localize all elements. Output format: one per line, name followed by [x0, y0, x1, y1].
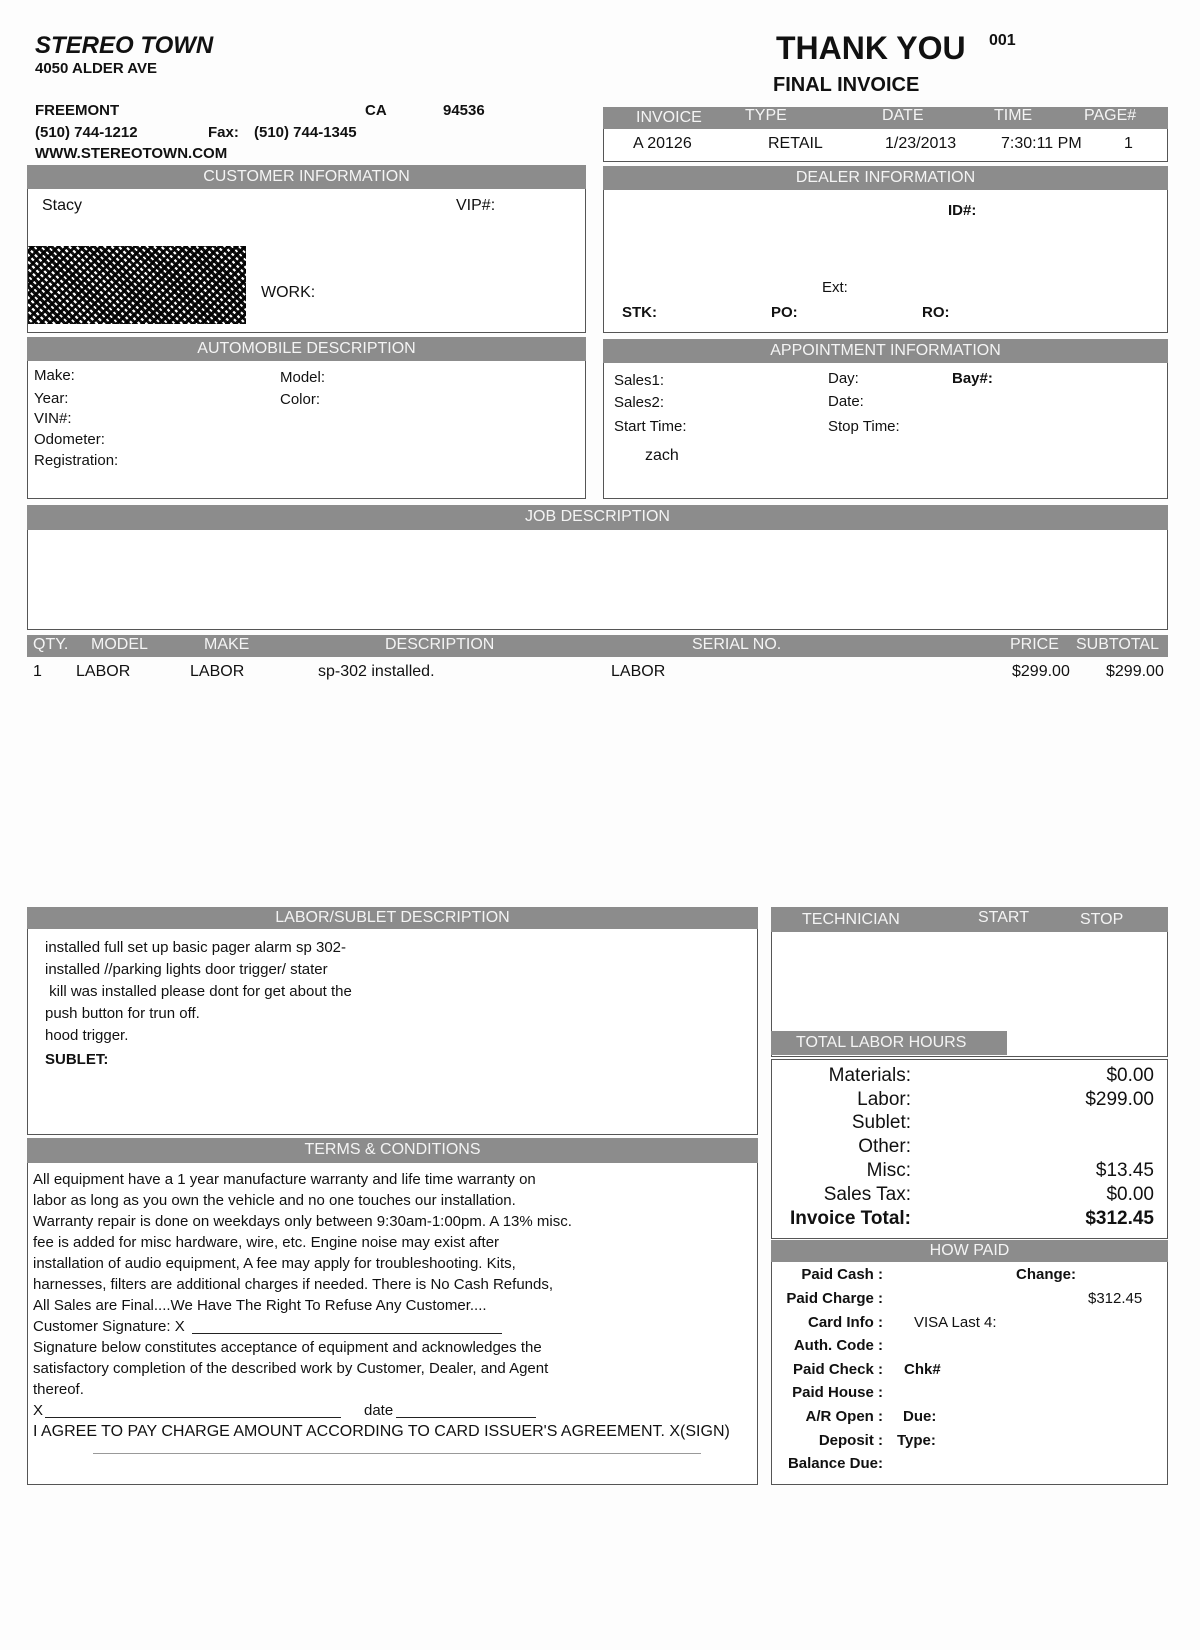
invoice-type: RETAIL: [768, 135, 823, 152]
acceptance-line: Signature below constitutes acceptance of equipment and acknowledges the: [33, 1339, 542, 1356]
dealer-id-label: ID#:: [948, 202, 977, 219]
auth-code-label: Auth. Code :: [793, 1337, 883, 1354]
invoice-total-label: Invoice Total:: [789, 1208, 911, 1229]
auto-odometer-label: Odometer:: [34, 431, 105, 448]
dealer-po-label: PO:: [771, 304, 798, 321]
appt-bay-label: Bay#:: [952, 370, 993, 387]
invoice-header-page: PAGE#: [1084, 107, 1137, 124]
technician-start-label: START: [978, 909, 1029, 926]
labor-line: installed //parking lights door trigger/ stater: [45, 961, 328, 978]
redacted-block: [28, 246, 246, 324]
job-description-title: JOB DESCRIPTION: [27, 505, 1168, 530]
auto-year-label: Year:: [34, 390, 69, 407]
invoice-header-invoice: INVOICE: [636, 109, 702, 126]
auto-registration-label: Registration:: [34, 452, 119, 469]
agent-signature-line[interactable]: [45, 1417, 341, 1418]
customer-signature-line[interactable]: [192, 1333, 502, 1334]
customer-info-title: CUSTOMER INFORMATION: [27, 165, 586, 189]
item-serial: LABOR: [611, 663, 666, 680]
acceptance-line: thereof.: [33, 1381, 84, 1398]
how-paid-title: HOW PAID: [771, 1240, 1168, 1262]
type-label: Type:: [897, 1432, 936, 1449]
deposit-label: Deposit :: [818, 1432, 883, 1449]
auto-color-label: Color:: [280, 391, 321, 408]
store-name: STEREO TOWN: [35, 32, 214, 59]
item-qty: 1: [33, 663, 42, 680]
appt-date-label: Date:: [828, 393, 864, 410]
sales-tax-value: $0.00: [1106, 1184, 1154, 1205]
appt-sales2-label: Sales2:: [614, 394, 665, 411]
misc-total-value: $13.45: [1095, 1160, 1154, 1181]
customer-name: Stacy: [42, 197, 83, 214]
auto-vin-label: VIN#:: [34, 410, 72, 427]
appointment-title: APPOINTMENT INFORMATION: [603, 339, 1168, 363]
appt-sales1-label: Sales1:: [614, 372, 665, 389]
invoice-total-value: $312.45: [1085, 1208, 1154, 1229]
paid-charge-label: Paid Charge :: [786, 1290, 883, 1307]
other-total-label: Other:: [858, 1136, 911, 1157]
thank-you-heading: THANK YOU: [776, 30, 966, 66]
store-website: WWW.STEREOTOWN.COM: [35, 145, 228, 162]
item-make: LABOR: [190, 663, 245, 680]
change-label: Change:: [1016, 1266, 1076, 1283]
signature-date-line[interactable]: [396, 1417, 536, 1418]
items-header-subtotal: SUBTOTAL: [1076, 636, 1159, 653]
paid-check-label: Paid Check :: [792, 1361, 883, 1378]
store-phone: (510) 744-1212: [35, 124, 138, 141]
appt-day-label: Day:: [828, 370, 859, 387]
terms-line: harnesses, filters are additional charges if needed. There is No Cash Refunds,: [33, 1276, 554, 1293]
misc-total-label: Misc:: [866, 1160, 911, 1181]
terms-line: labor as long as you own the vehicle and no one touches our installation.: [33, 1192, 516, 1209]
total-labor-hours-title: TOTAL LABOR HOURS: [771, 1031, 1007, 1055]
terms-line: Warranty repair is done on weekdays only between 9:30am-1:00pm. A 13% misc.: [33, 1213, 572, 1230]
copy-number: 001: [989, 32, 1016, 49]
auto-model-label: Model:: [280, 369, 326, 386]
store-zip: 94536: [443, 102, 485, 119]
acceptance-line: satisfactory completion of the described work by Customer, Dealer, and Agent: [33, 1360, 549, 1377]
store-state: CA: [365, 102, 387, 119]
terms-title: TERMS & CONDITIONS: [27, 1138, 758, 1163]
dealer-ro-label: RO:: [922, 304, 950, 321]
labor-total-value: $299.00: [1085, 1089, 1154, 1110]
customer-work-label: WORK:: [261, 284, 316, 301]
store-city: FREEMONT: [35, 102, 120, 119]
doc-type: FINAL INVOICE: [773, 74, 920, 96]
signature-x-label: X: [33, 1402, 44, 1419]
dealer-ext-label: Ext:: [822, 279, 848, 296]
terms-line: All Sales are Final....We Have The Right To Refuse Any Customer....: [33, 1297, 487, 1314]
card-agreement: I AGREE TO PAY CHARGE AMOUNT ACCORDING TO CARD ISSUER'S AGREEMENT. X(SIGN): [33, 1423, 730, 1440]
labor-line: hood trigger.: [45, 1027, 129, 1044]
paid-cash-label: Paid Cash :: [801, 1266, 883, 1283]
labor-total-label: Labor:: [857, 1089, 911, 1110]
items-header-description: DESCRIPTION: [385, 636, 495, 653]
sales-tax-label: Sales Tax:: [823, 1184, 911, 1205]
signature-date-label: date: [364, 1402, 394, 1419]
items-header-model: MODEL: [91, 636, 148, 653]
items-header-bar: [27, 635, 1168, 657]
technician-label: TECHNICIAN: [802, 911, 900, 928]
labor-title: LABOR/SUBLET DESCRIPTION: [27, 907, 758, 929]
dealer-info-title: DEALER INFORMATION: [603, 166, 1168, 190]
items-header-price: PRICE: [1010, 636, 1059, 653]
invoice-time: 7:30:11 PM: [1001, 135, 1082, 152]
terms-line: installation of audio equipment, A fee may apply for troubleshooting. Kits,: [33, 1255, 516, 1272]
automobile-box: [27, 337, 586, 499]
auto-make-label: Make:: [34, 367, 75, 384]
dealer-stk-label: STK:: [622, 304, 657, 321]
invoice-header-type: TYPE: [745, 107, 787, 124]
materials-label: Materials:: [828, 1065, 911, 1086]
materials-value: $0.00: [1106, 1065, 1154, 1086]
automobile-title: AUTOMOBILE DESCRIPTION: [27, 337, 586, 361]
invoice-number: A 20126: [633, 135, 692, 152]
items-header-make: MAKE: [204, 636, 250, 653]
labor-line: installed full set up basic pager alarm sp 302-: [45, 939, 346, 956]
dealer-info-box: [603, 166, 1168, 333]
store-fax: (510) 744-1345: [254, 124, 357, 141]
store-fax-label: Fax:: [208, 124, 239, 141]
appt-stop-time-label: Stop Time:: [828, 418, 900, 435]
customer-vip-label: VIP#:: [456, 197, 496, 214]
check-number-label: Chk#: [904, 1361, 941, 1378]
items-header-serial: SERIAL NO.: [692, 636, 782, 653]
item-description: sp-302 installed.: [318, 663, 435, 680]
invoice-header-date: DATE: [882, 107, 924, 124]
labor-line: push button for trun off.: [45, 1005, 200, 1022]
due-label: Due:: [903, 1408, 937, 1425]
paid-house-label: Paid House :: [792, 1384, 883, 1401]
store-address: 4050 ALDER AVE: [35, 60, 157, 77]
item-model: LABOR: [76, 663, 131, 680]
invoice-date: 1/23/2013: [885, 135, 957, 152]
appt-start-time-label: Start Time:: [614, 418, 687, 435]
appt-salesperson: zach: [645, 447, 679, 464]
sublet-label: SUBLET:: [45, 1051, 109, 1068]
agreement-signature-line[interactable]: [93, 1453, 701, 1454]
terms-line: fee is added for misc hardware, wire, etc. Engine noise may exist after: [33, 1234, 500, 1251]
item-subtotal: $299.00: [1106, 663, 1164, 680]
sublet-total-label: Sublet:: [851, 1112, 911, 1133]
card-info-value: VISA Last 4:: [914, 1314, 997, 1331]
balance-due-label: Balance Due:: [787, 1455, 883, 1472]
card-info-label: Card Info :: [808, 1314, 883, 1331]
technician-stop-label: STOP: [1080, 911, 1124, 928]
invoice-header-time: TIME: [994, 107, 1033, 124]
invoice-page: 1: [1124, 135, 1133, 152]
paid-charge-value: $312.45: [1088, 1290, 1143, 1307]
item-price: $299.00: [1012, 663, 1070, 680]
ar-open-label: A/R Open :: [805, 1408, 883, 1425]
items-header-qty: QTY.: [33, 636, 69, 653]
customer-signature-label: Customer Signature: X: [33, 1318, 185, 1335]
terms-line: All equipment have a 1 year manufacture warranty and life time warranty on: [33, 1171, 536, 1188]
labor-line: kill was installed please dont for get about the: [45, 983, 352, 1000]
